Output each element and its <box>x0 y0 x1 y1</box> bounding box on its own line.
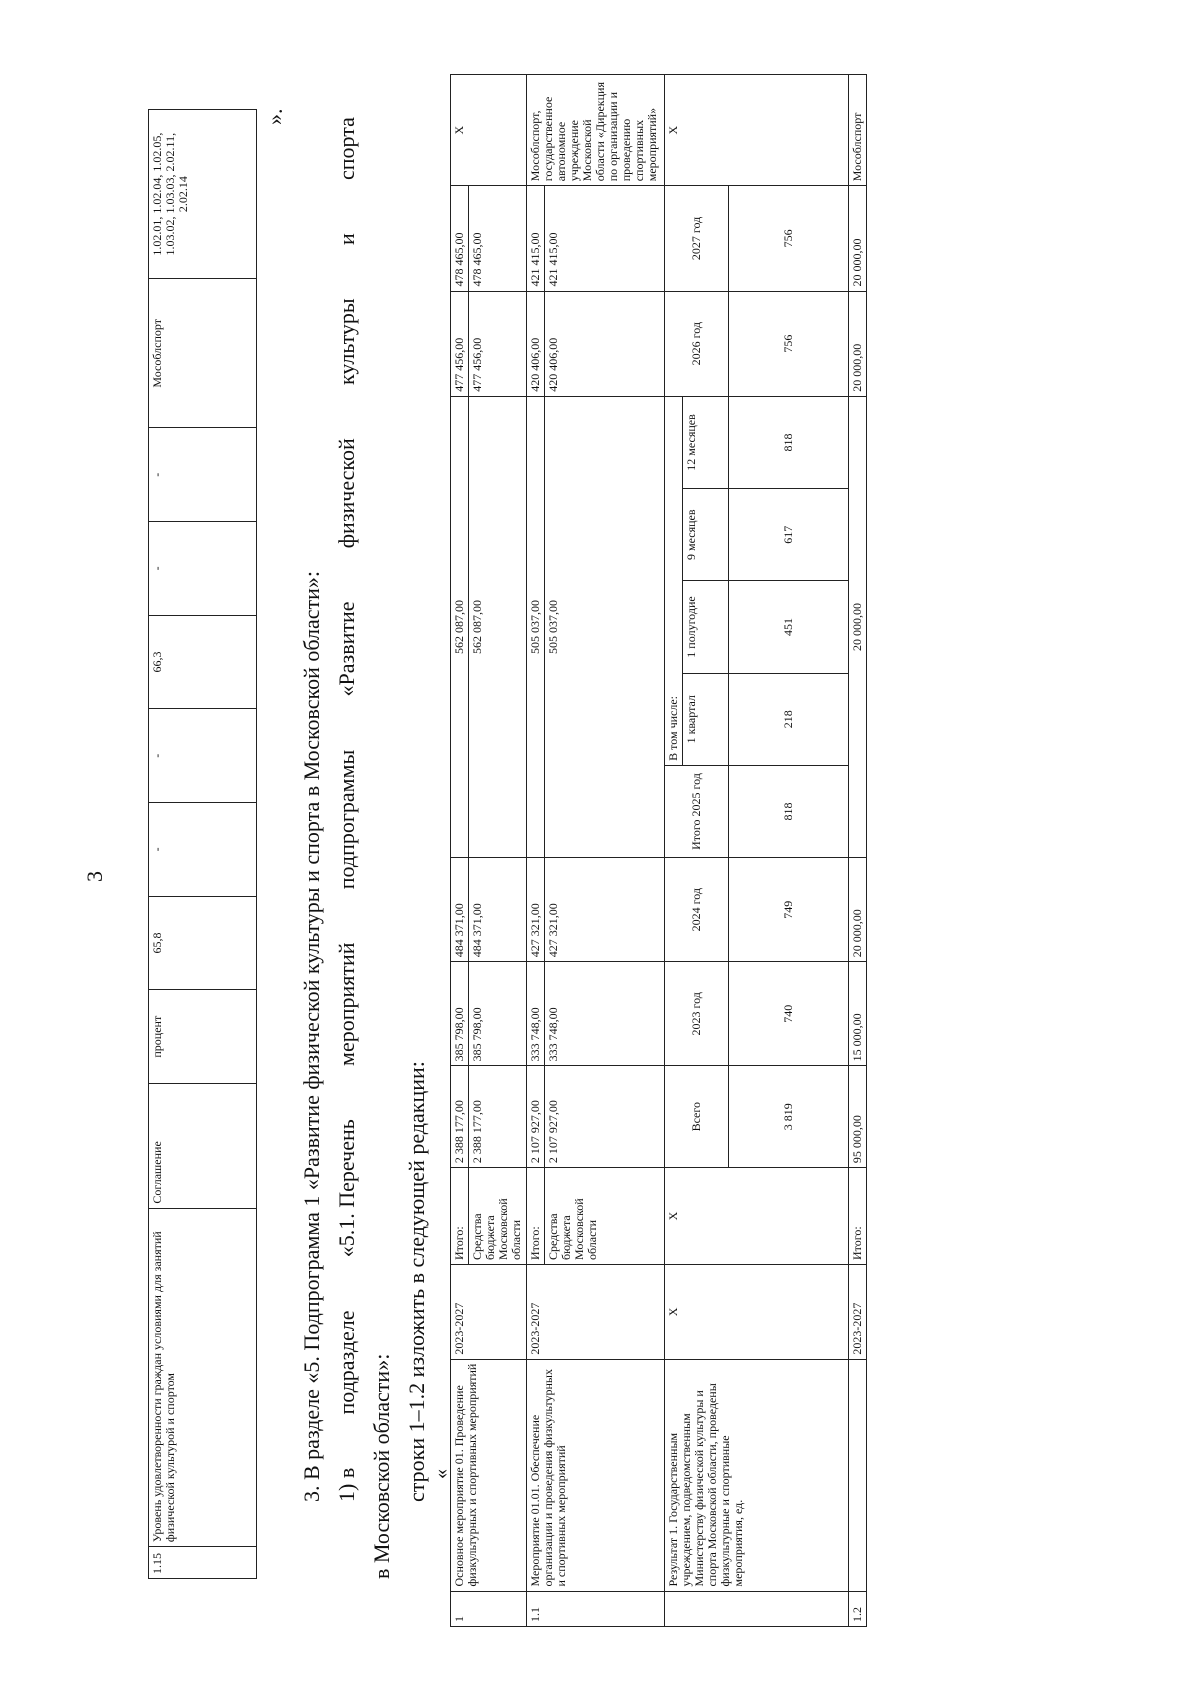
cell-m12: 818 <box>729 396 849 488</box>
cell-2027: 478 465,00 <box>451 186 469 291</box>
header-2027: 2027 год <box>665 186 729 291</box>
closing-quote: ». <box>262 108 287 125</box>
header-total: Всего <box>665 1066 729 1168</box>
cell-2024: 484 371,00 <box>451 858 469 962</box>
cell-name <box>849 1359 867 1591</box>
subsection-line <box>333 117 361 1502</box>
header-2026: 2026 год <box>665 291 729 396</box>
indicator-table <box>148 109 257 1579</box>
cell-2023: 740 <box>729 962 849 1066</box>
cell-2023: 333 748,00 <box>545 962 665 1066</box>
opening-quote: « <box>430 1469 452 1479</box>
cell-name: Уровень удовлетворенности граждан условиями для занятий физической культурой и спортом <box>149 1208 257 1547</box>
header-q1: 1 квартал <box>683 673 729 765</box>
word: спорта <box>334 117 359 181</box>
cell-total: 2 388 177,00 <box>451 1066 469 1168</box>
cell-2027: 756 <box>729 186 849 291</box>
cell-2026: 756 <box>729 291 849 396</box>
cell-2025: 505 037,00 <box>545 396 665 857</box>
cell-unit: процент <box>149 990 257 1084</box>
word: культуры <box>334 298 359 385</box>
cell-v2: - <box>149 803 257 897</box>
cell-total: 2 107 927,00 <box>527 1066 545 1168</box>
cell-2024: 427 321,00 <box>527 858 545 962</box>
cell-2024: 484 371,00 <box>469 858 527 962</box>
cell-2025: 818 <box>729 765 849 857</box>
cell-v1: 65,8 <box>149 896 257 990</box>
word: мероприятий <box>334 942 359 1066</box>
header-including: В том числе: <box>665 396 683 765</box>
cell-source: Х <box>665 1168 849 1265</box>
table-row-1-2-total <box>849 75 867 1627</box>
cell-num: 1.2 <box>849 1591 867 1626</box>
page-number: 3 <box>82 871 107 882</box>
cell-period: 2023-2027 <box>451 1265 527 1360</box>
cell-2024: 427 321,00 <box>545 858 665 962</box>
cell-period: Х <box>665 1265 849 1360</box>
cell-links: 1.02.01, 1.02.04, 1.02.05, 1.03.02, 1.03.03, 2.02.11, 2.02.14 <box>149 110 257 279</box>
cell-2023: 385 798,00 <box>451 962 469 1066</box>
cell-2023: 333 748,00 <box>527 962 545 1066</box>
table-row-1-1-total <box>527 75 545 1627</box>
subsection-line-cont: в Московской области»: <box>369 1353 394 1579</box>
cell-2025: 20 000,00 <box>849 396 867 857</box>
word: физической <box>334 438 359 549</box>
cell-v3: - <box>149 709 257 803</box>
cell-m9: 617 <box>729 489 849 581</box>
section-heading: 3. В разделе «5. Подпрограмма 1 «Развитие физической культуры и спорта в Московской области»: <box>299 570 324 1502</box>
cell-num: 1.15 <box>149 1547 257 1579</box>
cell-2026: 420 406,00 <box>545 291 665 396</box>
header-2024: 2024 год <box>665 858 729 962</box>
word: подпрограммы <box>334 749 359 890</box>
cell-source: Средства бюджета Московской области <box>469 1168 527 1265</box>
cell-2023: 15 000,00 <box>849 962 867 1066</box>
cell-total: 2 107 927,00 <box>545 1066 665 1168</box>
cell-2025: 562 087,00 <box>469 396 527 857</box>
cell-2024: 749 <box>729 858 849 962</box>
word: «Развитие <box>334 601 359 697</box>
cell-total: 3 819 <box>729 1066 849 1168</box>
cell-source: Итого: <box>451 1168 469 1265</box>
cell-2026: 20 000,00 <box>849 291 867 396</box>
cell-v4: 66,3 <box>149 615 257 709</box>
cell-total: 95 000,00 <box>849 1066 867 1168</box>
cell-2023: 385 798,00 <box>469 962 527 1066</box>
header-m12: 12 месяцев <box>683 396 729 488</box>
header-2025: Итого 2025 год <box>665 765 729 857</box>
indicator-row-1-15 <box>149 110 257 1579</box>
word: «5.1. Перечень <box>334 1119 359 1258</box>
cell-resp: Мособлспорт <box>149 279 257 428</box>
cell-num: 1.1 <box>527 1591 665 1626</box>
cell-2025: 562 087,00 <box>451 396 469 857</box>
header-m9: 9 месяцев <box>683 489 729 581</box>
word: 1) в <box>334 1467 359 1502</box>
cell-resp: Х <box>665 75 849 186</box>
word: подразделе <box>334 1310 359 1415</box>
cell-2027: 421 415,00 <box>545 186 665 291</box>
cell-type: Соглашение <box>149 1084 257 1209</box>
cell-2027: 20 000,00 <box>849 186 867 291</box>
header-h1: 1 полугодие <box>683 581 729 673</box>
cell-q1: 218 <box>729 673 849 765</box>
cell-2024: 20 000,00 <box>849 858 867 962</box>
cell-period: 2023-2027 <box>527 1265 665 1360</box>
cell-name: Мероприятие 01.01. Обеспечение организации и проведения физкультурных и спортивных мероприятий <box>527 1359 665 1591</box>
instruction-line: строки 1–1.2 изложить в следующей редакции: <box>404 1061 429 1502</box>
cell-2027: 421 415,00 <box>527 186 545 291</box>
word: и <box>334 233 359 246</box>
cell-2026: 477 456,00 <box>469 291 527 396</box>
cell-total: 2 388 177,00 <box>469 1066 527 1168</box>
cell-resp: Мособлспорт <box>849 75 867 186</box>
cell-resp: Х <box>451 75 527 186</box>
cell-source: Средства бюджета Московской области <box>545 1168 665 1265</box>
cell-2025: 505 037,00 <box>527 396 545 857</box>
cell-source: Итого: <box>527 1168 545 1265</box>
cell-v5: - <box>149 522 257 616</box>
cell-source: Итого: <box>849 1168 867 1265</box>
cell-resp: Мособлспорт, государственное автономное учреждение Московской области «Дирекция по организации и проведению спортивных мероприятий» <box>527 75 665 186</box>
cell-h1: 451 <box>729 581 849 673</box>
activities-table <box>450 74 867 1627</box>
cell-2026: 420 406,00 <box>527 291 545 396</box>
result-header-row <box>665 75 683 1627</box>
cell-2026: 477 456,00 <box>451 291 469 396</box>
cell-2027: 478 465,00 <box>469 186 527 291</box>
table-row-1-total <box>451 75 469 1627</box>
cell-period: 2023-2027 <box>849 1265 867 1360</box>
cell-v6: - <box>149 428 257 522</box>
cell-num: 1 <box>451 1591 527 1626</box>
cell-num <box>665 1591 849 1626</box>
cell-result-name: Результат 1. Государственным учреждением, подведомственным Министерству физической культуры и спорта Московской области, проведены физкультурные и спортивные мероприятия, ед. <box>665 1359 849 1591</box>
header-2023: 2023 год <box>665 962 729 1066</box>
cell-name: Основное мероприятие 01. Проведение физкультурных и спортивных мероприятий <box>451 1359 527 1591</box>
